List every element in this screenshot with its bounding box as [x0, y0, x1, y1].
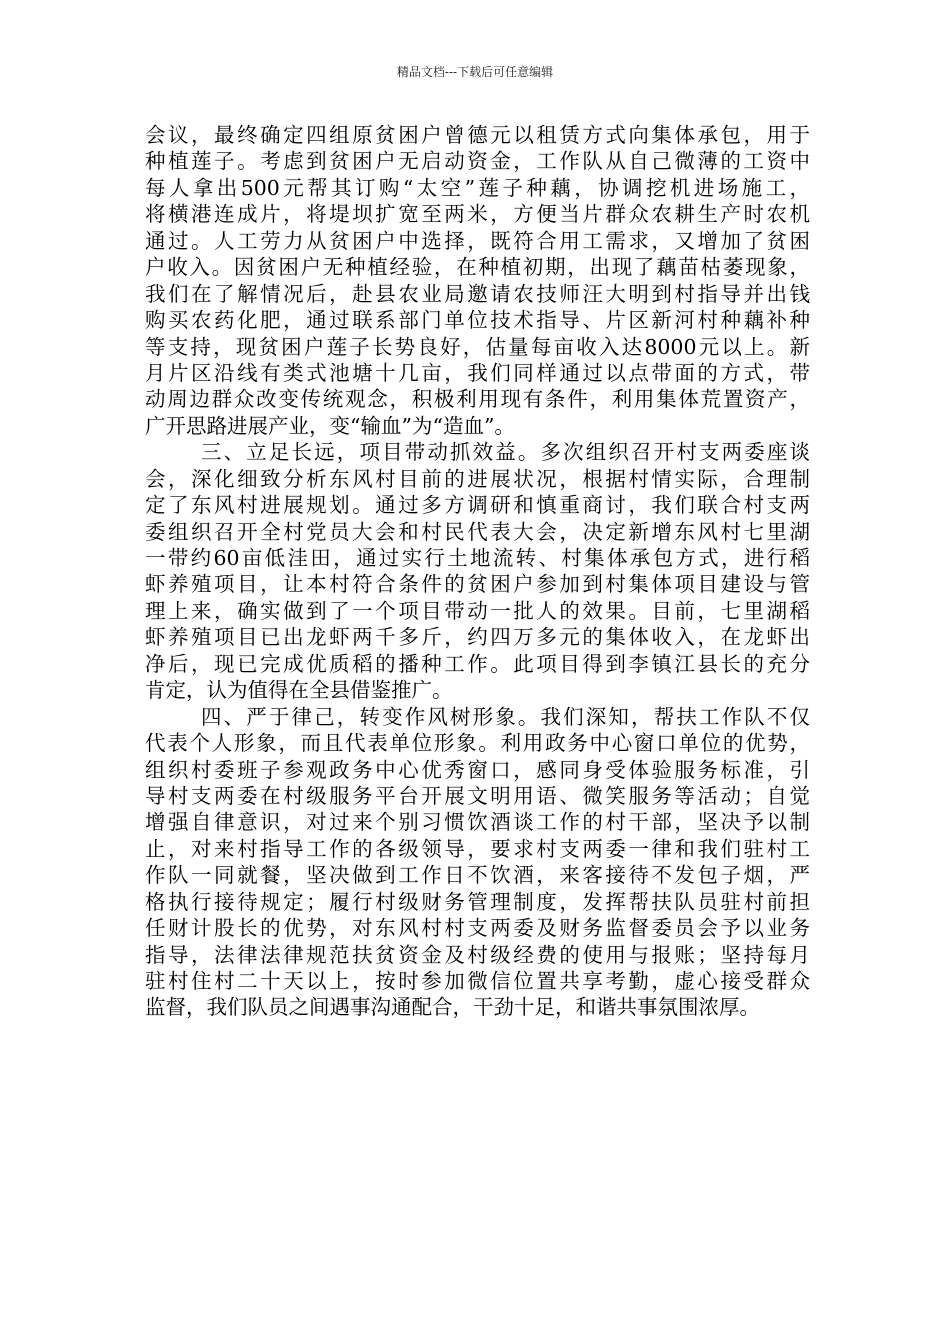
- text-line: 驻村住村二十天以上，按时参加微信位置共享考勤，虚心接受群众: [145, 969, 810, 993]
- text-line: 格执行接待规定；履行村级财务管理制度，发挥帮扶队员驻村前担: [145, 889, 810, 914]
- text-line: 止，对来村指导工作的各级领导，要求村支两委一律和我们驻村工: [145, 836, 810, 861]
- text-line: 通过。人工劳力从贫困户中选择，既符合用工需求，又增加了贫困: [145, 228, 810, 253]
- text-line: 三、立足长远，项目带动抓效益。多次组织召开村支两委座谈: [201, 440, 810, 465]
- text-line: 导村支两委在村级服务平台开展文明用语、微笑服务等活动；自觉: [145, 783, 810, 808]
- text-line: 种植莲子。考虑到贫困户无启动资金，工作队从自己微薄的工资中: [145, 149, 810, 174]
- text-line: 虾养殖项目已出龙虾两千多斤，约四万多元的集体收入，在龙虾出: [145, 625, 810, 650]
- text-line: 户收入。因贫困户无种植经验，在种植初期，出现了藕苗枯萎现象，: [145, 255, 810, 280]
- text-line: 虾养殖项目，让本村符合条件的贫困户参加到村集体项目建设与管: [145, 572, 810, 597]
- text-line: 购买农药化肥，通过联系部门单位技术指导、片区新河村种藕补种: [145, 308, 810, 333]
- text-line: 任财计股长的优势，对东风村村支两委及财务监督委员会予以业务: [145, 916, 810, 941]
- paragraph: [145, 439, 810, 703]
- text-line: 净后，现已完成优质稻的播种工作。此项目得到李镇江县长的充分: [145, 651, 810, 676]
- text-line: 一带约60亩低洼田，通过实行土地流转、村集体承包方式，进行稻: [145, 546, 810, 570]
- text-line: 会议，最终确定四组原贫困户曾德元以租赁方式向集体承包，用于: [145, 123, 810, 147]
- text-line: 动周边群众改变传统观念，积极利用现有条件，利用集体荒置资产，: [145, 387, 810, 412]
- text-line: 组织村委班子参观政务中心优秀窗口，感同身受体验服务标准，引: [145, 757, 810, 782]
- text-line: 增强自律意识，对过来个别习惯饮酒谈工作的村干部，坚决予以制: [145, 810, 810, 835]
- text-line: 我们在了解情况后，赴县农业局邀请农技师汪大明到村指导并出钱: [145, 281, 810, 306]
- text-line: 肯定，认为值得在全县借鉴推广。: [145, 678, 453, 703]
- text-line: 委组织召开全村党员大会和村民代表大会，决定新增东风村七里湖: [145, 519, 810, 544]
- text-line: 定了东风村进展规划。通过多方调研和慎重商讨，我们联合村支两: [145, 493, 810, 518]
- document-body: [145, 122, 810, 1021]
- text-line: 四、严于律己，转变作风树形象。我们深知，帮扶工作队不仅: [201, 704, 810, 729]
- text-line: 作队一同就餐，坚决做到工作日不饮酒，来客接待不发包子烟，严: [145, 863, 810, 888]
- paragraph: [145, 122, 810, 439]
- text-line: 每人拿出500元帮其订购“太空”莲子种藕，协调挖机进场施工，: [145, 175, 810, 200]
- text-line: 代表个人形象，而且代表单位形象。利用政务中心窗口单位的优势，: [145, 731, 810, 756]
- text-line: 理上来，确实做到了一个项目带动一批人的效果。目前，七里湖稻: [145, 598, 810, 623]
- text-line: 监督，我们队员之间遇事沟通配合，干劲十足，和谐共事氛围浓厚。: [145, 995, 760, 1020]
- paragraph: [145, 704, 810, 1021]
- text-line: 将横港连成片，将堤坝扩宽至两米，方便当片群众农耕生产时农机: [145, 202, 810, 227]
- text-line: 等支持，现贫困户莲子长势良好，估量每亩收入达8000元以上。新: [145, 334, 810, 359]
- text-line: 广开思路进展产业，变“输血”为“造血”。: [145, 413, 515, 438]
- page-header: 精品文档---下载后可任意编辑: [396, 65, 554, 79]
- text-line: 会，深化细致分析东风村目前的进展状况，根据村情实际，合理制: [145, 466, 810, 491]
- text-line: 指导，法律法律规范扶贫资金及村级经费的使用与报账；坚持每月: [145, 942, 810, 967]
- text-line: 月片区沿线有类式池塘十几亩，我们同样通过以点带面的方式，带: [145, 360, 810, 385]
